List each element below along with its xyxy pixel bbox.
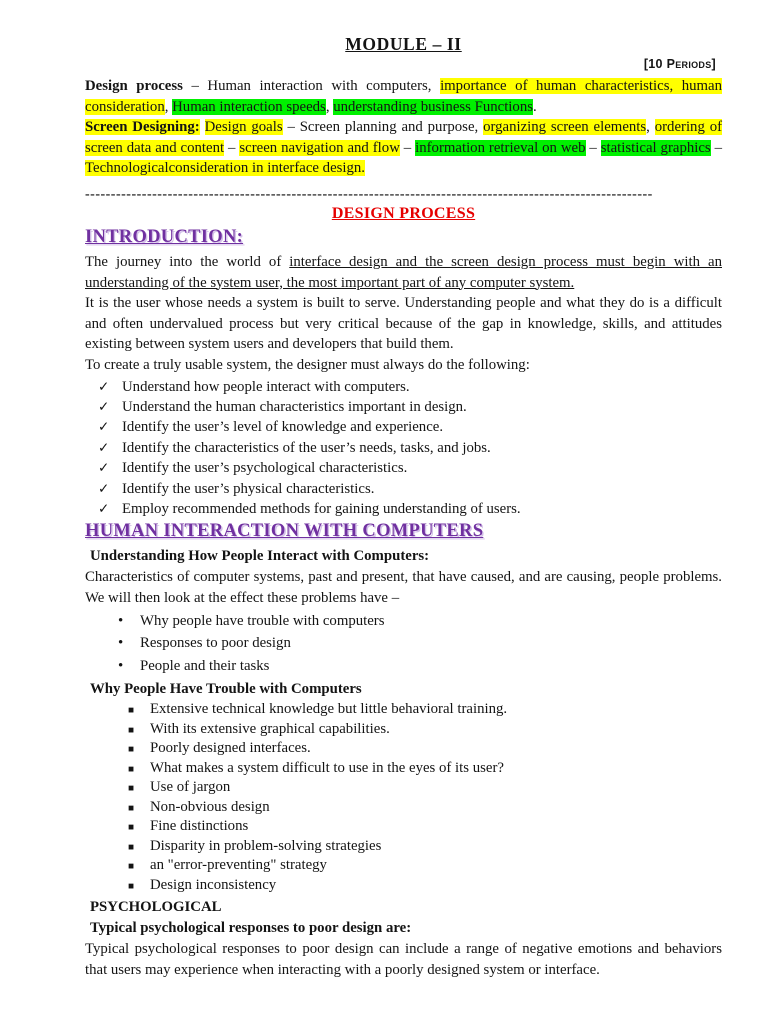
square-bullet-item bbox=[85, 720, 722, 740]
square-bullet-icon: ■ bbox=[128, 802, 135, 814]
square-bullet-item-label: an "error-preventing" strategy bbox=[150, 857, 327, 874]
bullet-icon: • bbox=[118, 612, 124, 629]
text-run: , bbox=[325, 98, 334, 115]
square-bullet-icon: ■ bbox=[128, 763, 135, 775]
create-usable-system-line: To create a truly usable system, the designer must always do the following: bbox=[85, 356, 530, 373]
text-run: – bbox=[224, 139, 240, 156]
square-bullet-item-label: With its extensive graphical capabilities. bbox=[150, 720, 390, 737]
square-bullet-icon: ■ bbox=[128, 783, 135, 795]
square-bullet-item-label: Design inconsistency bbox=[150, 876, 277, 893]
bullet-icon: • bbox=[118, 635, 124, 652]
checklist-item bbox=[85, 438, 722, 458]
designer-checklist bbox=[85, 377, 722, 520]
text-run: screen navigation and flow bbox=[239, 139, 400, 156]
text-run: understanding business Functions bbox=[333, 98, 533, 115]
text-run: , bbox=[646, 119, 655, 136]
checklist-item bbox=[85, 479, 722, 499]
text-run: Screen Designing: bbox=[85, 119, 200, 136]
bullet-item-label: Responses to poor design bbox=[140, 635, 291, 652]
square-bullet-item-label: Fine distinctions bbox=[150, 818, 249, 835]
text-run: – bbox=[710, 139, 723, 156]
text-run: Design goals bbox=[204, 119, 283, 136]
checklist-item bbox=[85, 458, 722, 478]
syllabus-design-process bbox=[85, 76, 722, 117]
page-title: MODULE – II bbox=[345, 34, 462, 54]
characteristics-paragraph: Characteristics of computer systems, past and present, that have caused, and are causing, people problems. We will then look at the effect these problems have – bbox=[85, 569, 722, 606]
square-bullet-item bbox=[85, 759, 722, 779]
checklist-item-label: Employ recommended methods for gaining understanding of users. bbox=[122, 500, 521, 517]
square-bullet-item bbox=[85, 700, 722, 720]
square-bullet-icon: ■ bbox=[128, 724, 135, 736]
text-run: importance of human characteristics, human consideration bbox=[85, 78, 723, 115]
square-bullet-item bbox=[85, 837, 722, 857]
checklist-item-label: Identify the user’s physical characteristics. bbox=[122, 480, 375, 497]
intro-underlined-text: interface design and the screen design process must begin with an understanding of the system user, the most important part of any computer system. bbox=[85, 253, 722, 291]
typical-responses-paragraph: Typical psychological responses to poor design can include a range of negative emotions and behaviors that users may experience when interacting with a poorly designed system or interface. bbox=[85, 941, 722, 978]
subheading-psychological: PSYCHOLOGICAL bbox=[90, 899, 222, 916]
intro-paragraph bbox=[85, 252, 722, 293]
syllabus-screen-designing bbox=[85, 117, 722, 179]
text-run: Design process bbox=[85, 78, 183, 94]
square-bullet-item-label: Non-obvious design bbox=[150, 798, 270, 815]
checkmark-icon: ✓ bbox=[98, 500, 110, 517]
user-needs-paragraph: It is the user whose needs a system is built to serve. Understanding people and what they do is a difficult and often undervalued process but very critical because of the gap in knowledge, skills, and attitudes existing between system users and developers that build them. bbox=[85, 295, 722, 353]
bullet-icon: • bbox=[118, 657, 124, 674]
text-run: statistical graphics bbox=[600, 139, 711, 156]
checklist-item-label: Identify the characteristics of the user’s needs, tasks, and jobs. bbox=[122, 439, 491, 456]
bullet-item-label: Why people have trouble with computers bbox=[140, 612, 385, 629]
dashed-divider: -------------------------------------------------------------------------------------------------------------- bbox=[85, 186, 653, 202]
effects-bullet-list bbox=[85, 610, 722, 678]
checklist-item bbox=[85, 499, 722, 519]
text-run: – Human interaction with computers, bbox=[182, 78, 441, 94]
square-bullet-icon: ■ bbox=[128, 880, 135, 892]
text-run: – bbox=[585, 139, 601, 156]
checklist-item-label: Understand the human characteristics important in design. bbox=[122, 398, 467, 415]
checkmark-icon: ✓ bbox=[98, 480, 110, 497]
square-bullet-icon: ■ bbox=[128, 705, 135, 717]
square-bullet-item bbox=[85, 739, 722, 759]
checklist-item bbox=[85, 417, 722, 437]
text-run: . bbox=[532, 98, 537, 115]
checklist-item bbox=[85, 397, 722, 417]
square-bullet-item bbox=[85, 856, 722, 876]
intro-lead-text: The journey into the world of bbox=[85, 253, 290, 270]
bullet-item bbox=[85, 655, 722, 678]
text-run: – Screen planning and purpose, bbox=[282, 119, 484, 136]
square-bullet-item bbox=[85, 778, 722, 798]
trouble-reasons-list bbox=[85, 700, 722, 895]
bullet-item bbox=[85, 610, 722, 633]
text-run: organizing screen elements bbox=[483, 119, 647, 136]
bullet-item bbox=[85, 632, 722, 655]
text-run bbox=[200, 119, 205, 135]
square-bullet-icon: ■ bbox=[128, 822, 135, 834]
intro-heading: INTRODUCTION: bbox=[85, 226, 244, 247]
checkmark-icon: ✓ bbox=[98, 460, 110, 477]
text-run: Technologicalconsideration in interface design. bbox=[85, 160, 365, 177]
checkmark-icon: ✓ bbox=[98, 419, 110, 436]
periods-label: [10 Periods] bbox=[643, 57, 716, 71]
bullet-item-label: People and their tasks bbox=[140, 657, 270, 674]
square-bullet-item-label: Poorly designed interfaces. bbox=[150, 740, 311, 757]
square-bullet-icon: ■ bbox=[128, 744, 135, 756]
checklist-item-label: Identify the user’s psychological characteristics. bbox=[122, 460, 408, 477]
text-run: , bbox=[164, 98, 173, 115]
checklist-item-label: Identify the user’s level of knowledge and experience. bbox=[122, 419, 444, 436]
subheading-understanding: Understanding How People Interact with Computers: bbox=[90, 548, 430, 565]
square-bullet-icon: ■ bbox=[128, 841, 135, 853]
text-run: information retrieval on web bbox=[415, 139, 586, 156]
section-heading-design-process: DESIGN PROCESS bbox=[331, 204, 476, 222]
subheading-why-trouble: Why People Have Trouble with Computers bbox=[90, 681, 362, 698]
square-bullet-item-label: Use of jargon bbox=[150, 779, 231, 796]
text-run: Human interaction speeds bbox=[172, 98, 326, 115]
square-bullet-icon: ■ bbox=[128, 861, 135, 873]
subheading-typical-responses: Typical psychological responses to poor design are: bbox=[90, 920, 412, 937]
text-run: ordering of screen data and content bbox=[85, 119, 723, 156]
checkmark-icon: ✓ bbox=[98, 398, 110, 415]
square-bullet-item-label: Extensive technical knowledge but little behavioral training. bbox=[150, 701, 508, 718]
square-bullet-item bbox=[85, 876, 722, 896]
square-bullet-item bbox=[85, 798, 722, 818]
checkmark-icon: ✓ bbox=[98, 378, 110, 395]
checkmark-icon: ✓ bbox=[98, 439, 110, 456]
checklist-item-label: Understand how people interact with computers. bbox=[122, 378, 410, 395]
square-bullet-item-label: Disparity in problem-solving strategies bbox=[150, 837, 382, 854]
checklist-item bbox=[85, 377, 722, 397]
text-run: – bbox=[399, 139, 416, 156]
section-heading-human-interaction: HUMAN INTERACTION WITH COMPUTERS bbox=[85, 521, 484, 542]
square-bullet-item-label: What makes a system difficult to use in the eyes of its user? bbox=[150, 759, 504, 776]
square-bullet-item bbox=[85, 817, 722, 837]
